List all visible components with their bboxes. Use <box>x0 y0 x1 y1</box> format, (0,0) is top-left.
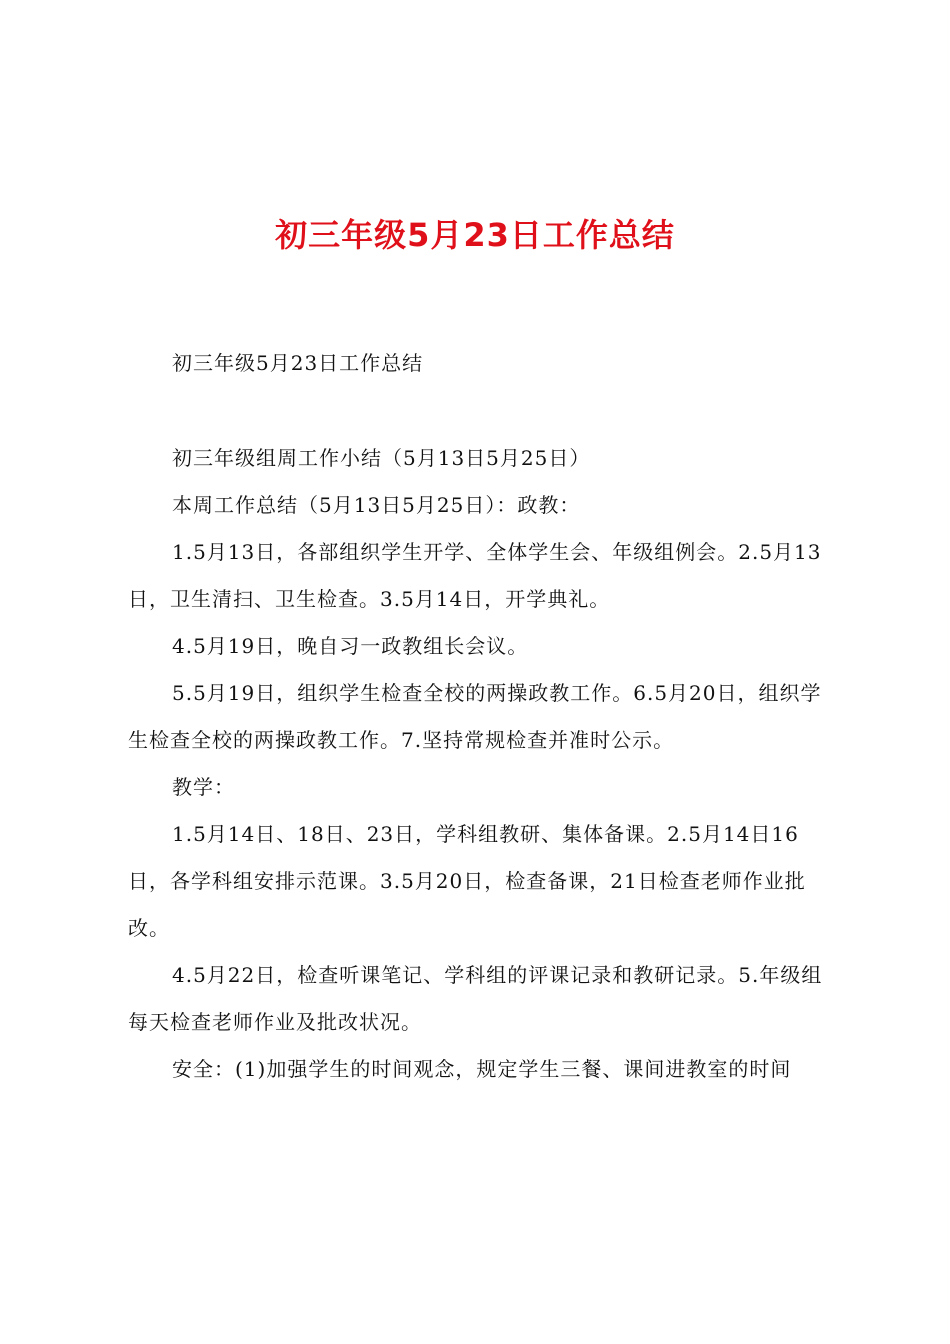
paragraph-teaching-heading: 教学： <box>172 775 235 799</box>
document-body <box>128 340 832 1093</box>
paragraph-political-item-4: 4.5月19日，晚自习一政教组长会议。 <box>172 634 529 658</box>
paragraph-political-items-5-7: 5.5月19日，组织学生检查全校的两操政教工作。6.5月20日，组织学生检查全校的两操政教工作。7.坚持常规检查并准时公示。 <box>128 681 822 752</box>
paragraph-political-education-intro: 本周工作总结（5月13日5月25日）：政教： <box>172 493 581 517</box>
paragraph-safety: 安全：(1)加强学生的时间观念，规定学生三餐、课间进教室的时间 <box>172 1057 792 1081</box>
document-title: 初三年级5月23日工作总结 <box>275 216 675 254</box>
paragraph-heading-repeat: 初三年级5月23日工作总结 <box>172 351 424 375</box>
paragraph-teaching-items-1-3: 1.5月14日、18日、23日，学科组教研、集体备课。2.5月14日16日，各学科组安排示范课。3.5月20日，检查备课，21日检查老师作业批改。 <box>128 822 806 940</box>
paragraph-political-items-1-3: 1.5月13日，各部组织学生开学、全体学生会、年级组例会。2.5月13日，卫生清扫、卫生检查。3.5月14日，开学典礼。 <box>128 540 822 611</box>
paragraph-teaching-items-4-5: 4.5月22日，检查听课笔记、学科组的评课记录和教研记录。5.年级组每天检查老师作业及批改状况。 <box>128 963 823 1034</box>
paragraph-weekly-summary-title: 初三年级组周工作小结（5月13日5月25日） <box>172 446 591 470</box>
